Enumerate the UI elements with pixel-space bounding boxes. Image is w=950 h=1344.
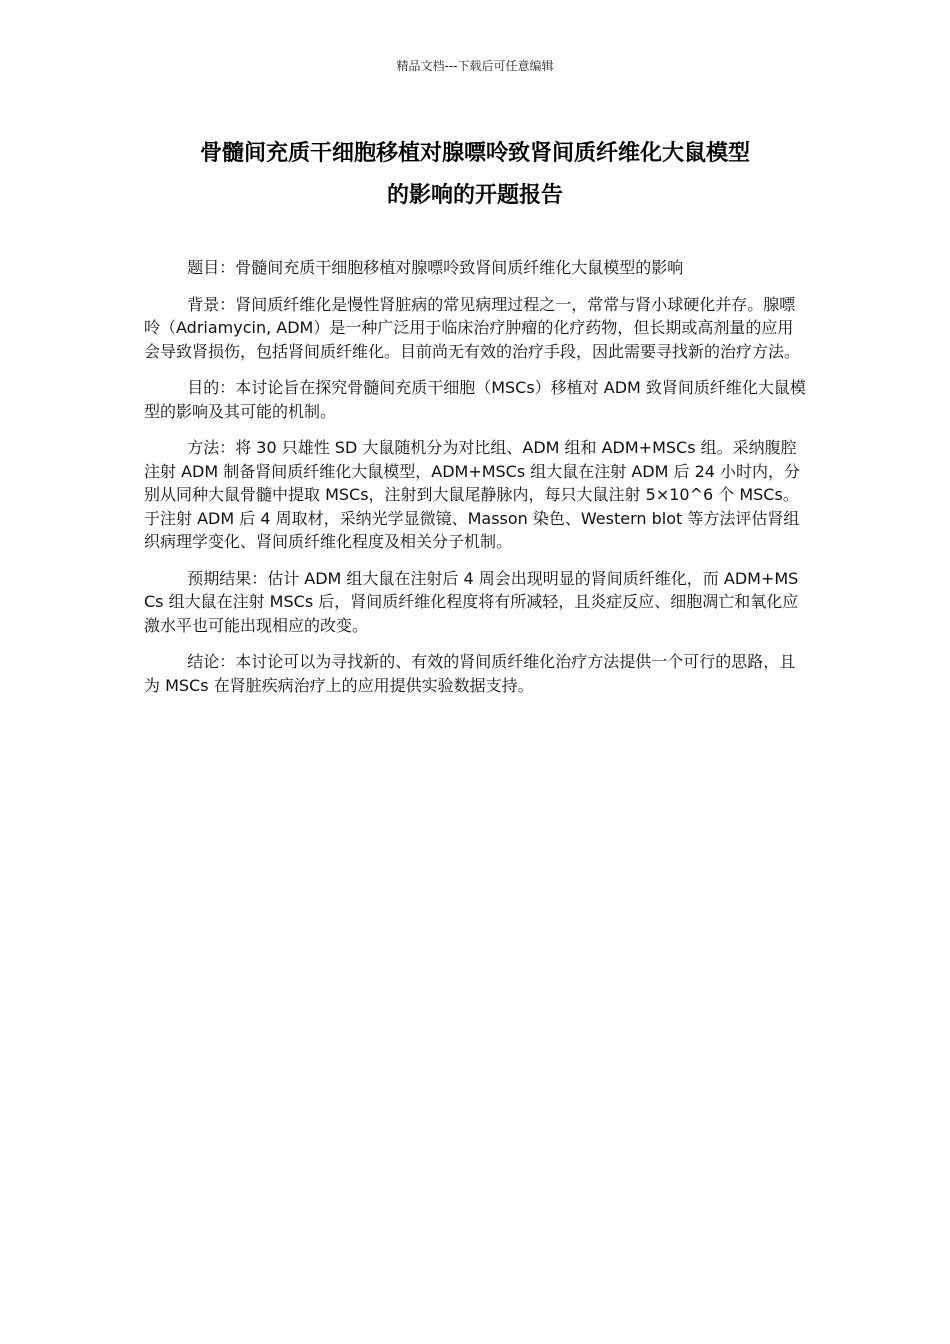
- paragraph-background: 背景：肾间质纤维化是慢性肾脏病的常见病理过程之一，常常与肾小球硬化并存。腺嘌呤（Adriamycin, ADM）是一种广泛用于临床治疗肿瘤的化疗药物，但长期或高剂量的应用会导致肾损伤，包括肾间质纤维化。目前尚无有效的治疗手段，因此需要寻找新的治疗方法。: [144, 294, 801, 361]
- document-title: [145, 133, 805, 217]
- document-body: [144, 256, 808, 710]
- paragraph-topic: 题目：骨髓间充质干细胞移植对腺嘌呤致肾间质纤维化大鼠模型的影响: [187, 258, 684, 277]
- paragraph-methods: 方法：将 30 只雄性 SD 大鼠随机分为对比组、ADM 组和 ADM+MSCs 组。采纳腹腔注射 ADM 制备肾间质纤维化大鼠模型，ADM+MSCs 组大鼠在注射 ADM 后 24 小时内，分别从同种大鼠骨髓中提取 MSCs，注射到大鼠尾静脉内，每只大鼠注射 5×10^6 个 MSCs。于注射 ADM 后 4 周取材，采纳光学显微镜、Masson 染色、Western blot 等方法评估肾组织病理学变化、肾间质纤维化程度及相关分子机制。: [144, 438, 801, 551]
- title-line-2: 的影响的开题报告: [386, 183, 563, 208]
- paragraph-conclusion: 结论：本讨论可以为寻找新的、有效的肾间质纤维化治疗方法提供一个可行的思路，且为 MSCs 在肾脏疾病治疗上的应用提供实验数据支持。: [144, 652, 796, 695]
- paragraph-purpose: 目的：本讨论旨在探究骨髓间充质干细胞（MSCs）移植对 ADM 致肾间质纤维化大鼠模型的影响及其可能的机制。: [144, 378, 806, 421]
- page-header: 精品文档---下载后可任意编辑: [396, 59, 554, 73]
- paragraph-expected-results: 预期结果：估计 ADM 组大鼠在注射后 4 周会出现明显的肾间质纤维化，而 ADM+MSCs 组大鼠在注射 MSCs 后，肾间质纤维化程度将有所减轻，且炎症反应、细胞凋亡和氧化应激水平也可能出现相应的改变。: [144, 568, 799, 635]
- title-line-1: 骨髓间充质干细胞移植对腺嘌呤致肾间质纤维化大鼠模型: [199, 141, 750, 166]
